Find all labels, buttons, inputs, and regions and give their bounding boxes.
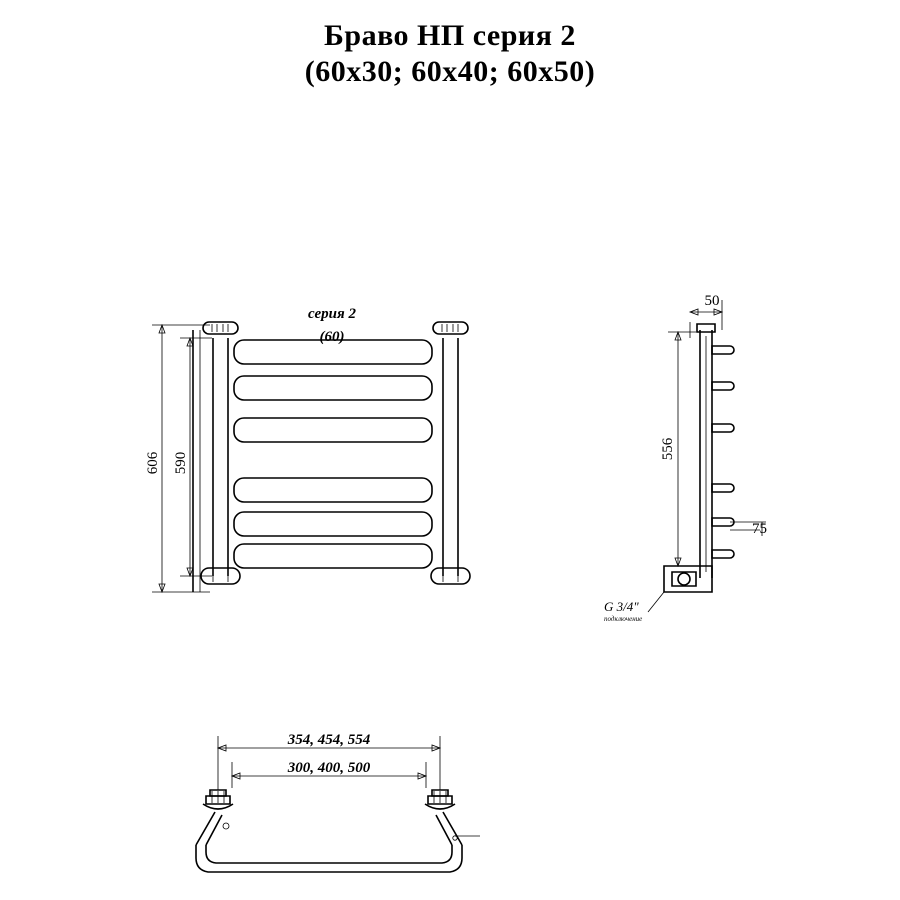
side-connection-port (678, 573, 690, 585)
rung-3 (234, 418, 432, 442)
top-node-left (223, 823, 229, 829)
fitting-top-right (433, 322, 468, 334)
fitting-bottom-right (431, 568, 470, 584)
side-rung-stubs (712, 346, 734, 558)
side-leader-line (648, 592, 664, 612)
top-fitting-right (425, 790, 455, 809)
dim-590 (173, 338, 193, 576)
series-label: серия 2 (308, 306, 356, 322)
title-line-2: (60x30; 60x40; 60x50) (304, 55, 596, 88)
side-bracket-inner (672, 572, 696, 586)
top-bend-right-inner (436, 815, 452, 845)
connection-sub-label: подключение (604, 615, 643, 623)
side-rung-4 (712, 484, 734, 492)
dim-width-outer (218, 732, 440, 751)
dim-width-inner-label: 300, 400, 500 (287, 760, 371, 776)
side-rung-2 (712, 382, 734, 390)
top-bend-left-outer (196, 812, 215, 845)
fitting-top-left (203, 322, 238, 334)
side-connection-block (648, 566, 712, 612)
dim-606-label: 606 (145, 451, 161, 475)
connection-label: G 3/4" (604, 599, 639, 614)
side-rung-3 (712, 424, 734, 432)
dim-556 (660, 332, 696, 566)
title-line-1: Браво НП серия 2 (324, 19, 576, 52)
series-sub-label: (60) (319, 329, 345, 345)
top-view-group (196, 732, 480, 872)
top-fitting-left (203, 790, 233, 809)
dim-width-outer-label: 354, 454, 554 (287, 732, 371, 748)
dim-50-label: 50 (704, 293, 720, 309)
top-bend-left-inner (206, 815, 222, 845)
front-rungs (234, 340, 432, 568)
side-rung-6 (712, 550, 734, 558)
rung-6 (234, 544, 432, 568)
rung-4 (234, 478, 432, 502)
dim-556-label: 556 (660, 437, 676, 461)
top-tube-inner (206, 845, 452, 863)
rung-5 (234, 512, 432, 536)
side-rung-1 (712, 346, 734, 354)
dim-width-inner (232, 760, 426, 779)
side-view-group (604, 293, 767, 623)
dim-606 (145, 325, 165, 592)
dim-75-label: 75 (752, 521, 767, 537)
top-bend-right-outer (443, 812, 462, 845)
rung-2 (234, 376, 432, 400)
top-tube-outer (196, 845, 462, 872)
dim-75 (730, 521, 767, 537)
top-node-right (453, 836, 457, 840)
dim-590-label: 590 (173, 451, 189, 475)
front-view-group (145, 306, 470, 592)
